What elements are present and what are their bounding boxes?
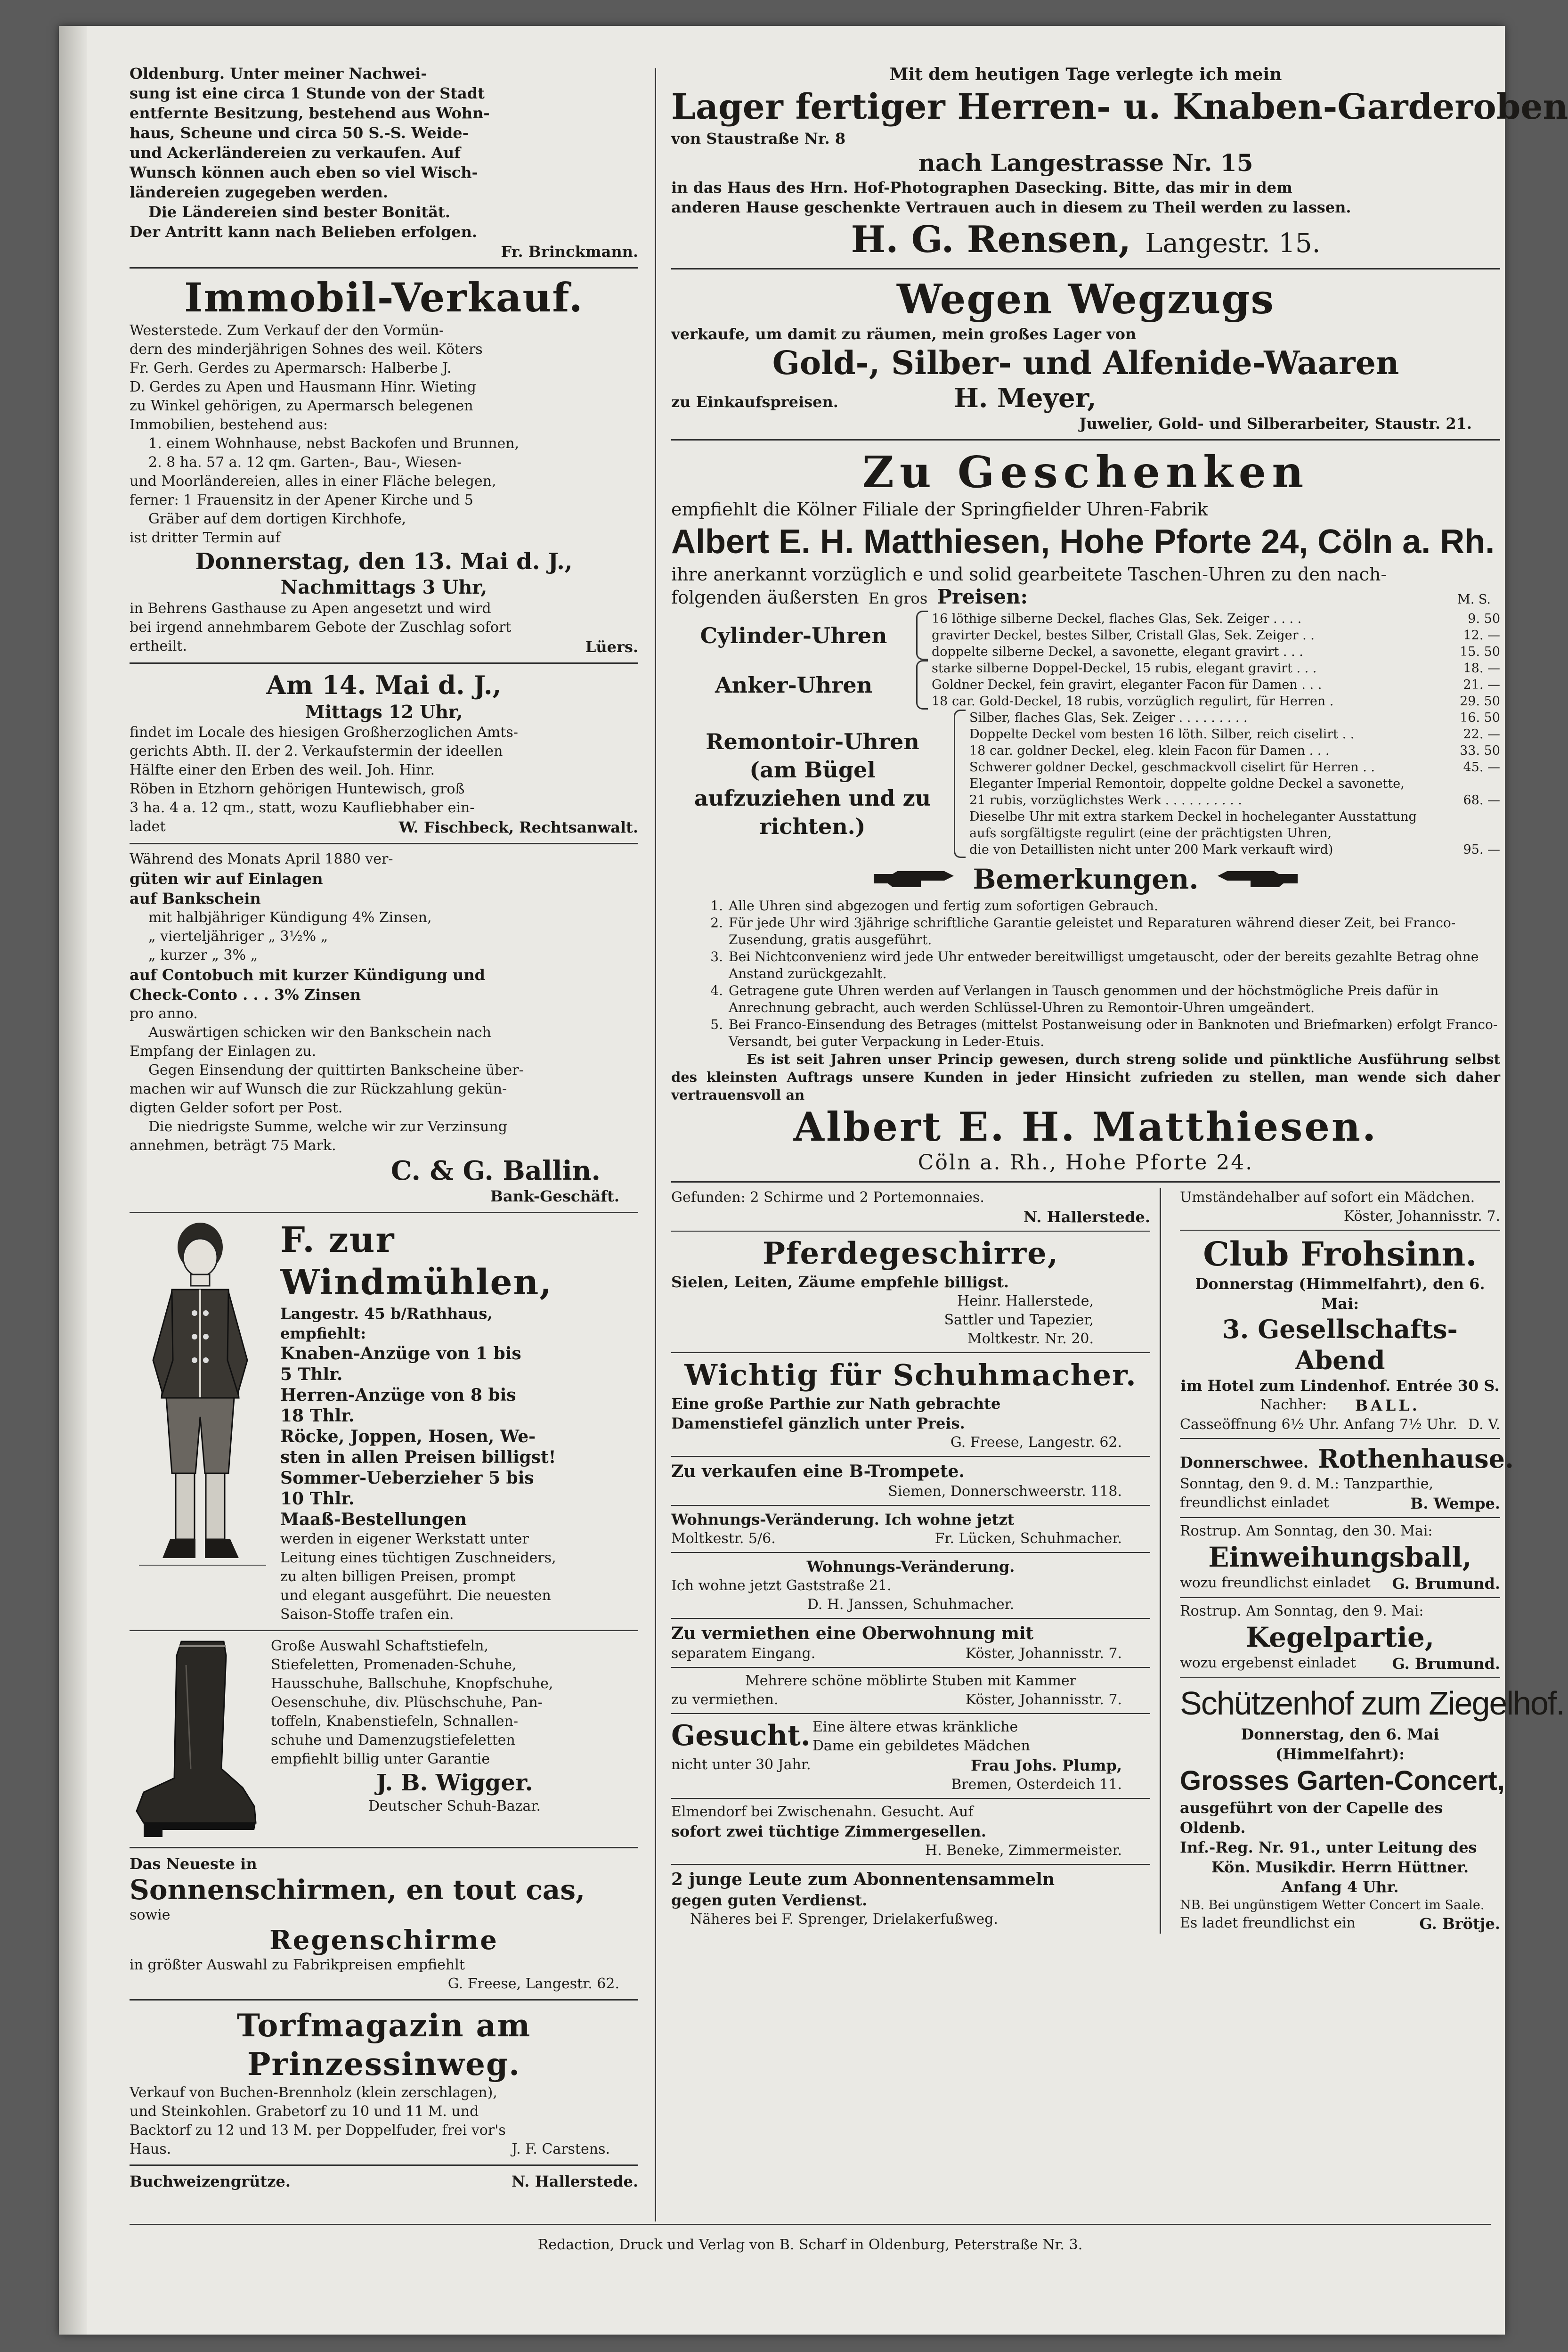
watch-item: Schwerer goldner Deckel, geschmackvoll ciselirt für Herren . . 45. — <box>969 760 1500 775</box>
ad-signature: D. H. Janssen, Schuhmacher. <box>807 1596 1015 1613</box>
ad-date: Donnerstag, den 13. Mai d. J., <box>195 548 573 575</box>
divider <box>1180 1438 1500 1439</box>
ad-line: und elegant ausgeführt. Die neuesten <box>280 1587 551 1604</box>
left-column <box>130 64 638 2207</box>
watch-group-remontoir <box>671 710 1500 858</box>
ad-line: Saison-Stoffe trafen ein. <box>280 1606 454 1623</box>
ad-line: Mehrere schöne möblirte Stuben mit Kammer <box>745 1673 1076 1689</box>
ad-line: Gräber auf dem dortigen Kirchhofe, <box>148 511 406 527</box>
ad-immobil-verkauf <box>130 274 638 657</box>
ad-line: Eine große Parthie zur Nath gebrachte <box>671 1395 1001 1413</box>
ad-line: Wohnungs-Veränderung. Ich wohne jetzt <box>671 1511 1015 1528</box>
ad-line: Check-Conto . . . 3% Zinsen <box>130 986 361 1004</box>
ad-signature: G. Freese, Langestr. 62. <box>950 1434 1122 1451</box>
ad-line: 5 Thlr. <box>280 1364 343 1384</box>
ad-oberwohnung <box>671 1623 1150 1663</box>
ad-line: auf Contobuch mit kurzer Kündigung und <box>130 966 485 984</box>
ad-sonnenschirme <box>130 1854 638 1993</box>
watch-item: doppelte silberne Deckel, a savonette, elegant gravirt . . . 15. 50 <box>932 645 1500 659</box>
ad-line: Nachher: <box>1260 1396 1327 1413</box>
ad-line: Empfang der Einlagen zu. <box>130 1043 317 1060</box>
ad-line: freundlichst einladet <box>1180 1494 1329 1511</box>
divider <box>671 1667 1150 1668</box>
watch-category: Remontoir-Uhren (am Bügel aufzuziehen und zu richten.) <box>694 728 931 839</box>
ad-line: Zu verkaufen eine B-Trompete. <box>671 1462 965 1481</box>
ad-line: NB. Bei ungünstigem Wetter Concert im Saale. <box>1180 1898 1485 1912</box>
watch-item: 16 löthige silberne Deckel, flaches Glas, Sek. Zeiger . . . . 9. 50 <box>932 612 1500 626</box>
ad-line: und Ackerländereien zu verkaufen. Auf <box>130 144 461 162</box>
ad-line: D. Gerdes zu Apen und Hausmann Hinr. Wieting <box>130 379 476 395</box>
ad-line: im Hotel zum Lindenhof. Entrée 30 S. <box>1180 1377 1500 1395</box>
ad-line: Oesenschuhe, div. Plüschschuhe, Pan- <box>271 1694 543 1711</box>
ad-line: Donnerstag (Himmelfahrt), den 6. Mai: <box>1195 1275 1485 1313</box>
footer-rule <box>130 2224 1491 2225</box>
ad-property-sale <box>130 64 638 261</box>
ad-line: digten Gelder sofort per Post. <box>130 1100 343 1116</box>
ad-line: mit halbjähriger Kündigung 4% Zinsen, <box>148 909 432 926</box>
ad-signature: Köster, Johannisstr. 7. <box>965 1645 1122 1662</box>
ad-line: güten wir auf Einlagen <box>130 870 323 888</box>
ad-rensen <box>671 64 1568 262</box>
ad-line: Umständehalber auf sofort ein Mädchen. <box>1180 1189 1475 1206</box>
ad-heading: Gold-, Silber- und Alfenide-Waaren <box>772 344 1399 382</box>
divider <box>671 1864 1150 1865</box>
ad-line: Rostrup. Am Sonntag, den 9. Mai: <box>1180 1603 1424 1619</box>
ad-line: empfiehlt billig unter Garantie <box>271 1751 490 1767</box>
newspaper-page <box>59 26 1568 2335</box>
ad-line: toffeln, Knabenstiefeln, Schnallen- <box>271 1713 518 1730</box>
divider <box>671 1181 1500 1183</box>
ad-line: Haus. <box>130 2141 171 2157</box>
ad-line: ausgeführt von der Capelle des Oldenb. <box>1180 1799 1443 1837</box>
ad-heading: Gesucht. <box>671 1719 811 1752</box>
ad-line: ladet <box>130 818 166 835</box>
ad-line: und Steinkohlen. Grabetorf zu 10 und 11 M. und <box>130 2103 479 2120</box>
ad-stuben <box>671 1672 1150 1709</box>
ad-line: Rostrup. Am Sonntag, den 30. Mai: <box>1180 1523 1433 1539</box>
divider <box>1180 1230 1500 1231</box>
ad-signature: H. Beneke, Zimmermeister. <box>925 1842 1122 1859</box>
ad-line: ihre anerkannt vorzüglich e und solid gearbeitete Taschen-Uhren zu den nach- <box>671 564 1387 585</box>
ad-firm-sub: Juwelier, Gold- und Silberarbeiter, Staustr. 21. <box>1079 415 1472 433</box>
ad-line: Die niedrigste Summe, welche wir zur Verzinsung <box>148 1119 507 1135</box>
divider <box>130 1999 638 2001</box>
ad-line: Westerstede. Zum Verkauf der den Vormün- <box>130 322 444 339</box>
ad-line: BALL. <box>1355 1396 1420 1414</box>
ad-line: Leitung eines tüchtigen Zuschneiders, <box>280 1550 556 1566</box>
divider <box>671 1552 1150 1553</box>
watch-category: Cylinder-Uhren <box>700 622 887 648</box>
divider <box>671 1505 1150 1506</box>
ad-signature: Köster, Johannisstr. 7. <box>1343 1208 1500 1225</box>
divider <box>1180 1517 1500 1518</box>
ad-gefunden <box>671 1188 1150 1227</box>
ad-line: Donnerschwee. <box>1180 1454 1309 1471</box>
ad-line: Wunsch können auch eben so viel Wisch- <box>130 163 478 181</box>
ad-line: Stiefeletten, Promenaden-Schuhe, <box>271 1657 517 1673</box>
ad-signature: W. Fischbeck, Rechtsanwalt. <box>398 818 638 836</box>
ad-kegelpartie <box>1180 1602 1500 1674</box>
ad-line: Damenstiefel gänzlich unter Preis. <box>671 1414 965 1432</box>
ad-signature: G. Freese, Langestr. 62. <box>447 1976 619 1992</box>
ad-signature: N. Hallerstede. <box>1024 1208 1151 1226</box>
ad-line: zu Winkel gehörigen, zu Apermarsch belegenen <box>130 398 473 414</box>
ad-line: empfiehlt die Kölner Filiale der Springfielder Uhren-Fabrik <box>671 499 1208 520</box>
ad-line: Es ist seit Jahren unser Princip gewesen, durch streng solide und pünktliche Ausführung selbst des kleinsten Auftrags unsere Kunden in jeder Hinsicht zufrieden zu stellen, man wende sich daher vertrauensvoll an <box>671 1051 1500 1103</box>
divider <box>130 267 638 269</box>
ad-line: Gefunden: 2 Schirme und 2 Portemonnaies. <box>671 1189 984 1206</box>
ad-signature: Frau Johs. Plump, <box>970 1756 1122 1774</box>
ad-elmendorf <box>671 1803 1150 1860</box>
watch-item: Doppelte Deckel vom besten 16 löth. Silber, reich ciselirt . . 22. — <box>969 727 1500 742</box>
ad-line: in Behrens Gasthause zu Apen angesetzt und wird <box>130 600 491 617</box>
ad-line: nicht unter 30 Jahr. <box>671 1756 811 1773</box>
small-ads-area <box>671 1188 1564 1934</box>
ad-signature: Sattler und Tapezier, <box>944 1312 1094 1328</box>
ad-schuhmacher <box>671 1357 1150 1452</box>
ad-line: Das Neueste in <box>130 1855 257 1873</box>
divider <box>130 1630 638 1631</box>
ad-line: 2 junge Leute zum Abonnentensammeln <box>671 1870 1055 1889</box>
ad-signature: N. Hallerstede. <box>511 2172 638 2190</box>
currency-header: M. S. <box>1457 592 1491 607</box>
watch-item: starke silberne Doppel-Deckel, 15 rubis, elegant gravirt . . . 18. — <box>932 661 1500 676</box>
divider <box>130 1847 638 1848</box>
ad-trompete <box>671 1461 1150 1501</box>
ad-signature: Moltkestr. Nr. 20. <box>967 1331 1094 1347</box>
ad-line: Ich wohne jetzt Gaststraße 21. <box>671 1577 892 1594</box>
ad-line: in größter Auswahl zu Fabrikpreisen empfiehlt <box>130 1957 465 1973</box>
ad-wohnung-luecken <box>671 1510 1150 1548</box>
divider <box>671 1618 1150 1619</box>
ad-line: Der Antritt kann nach Belieben erfolgen. <box>130 223 478 241</box>
ad-line: Preisen: <box>937 585 1028 608</box>
ad-line: Buchweizengrütze. <box>130 2172 291 2190</box>
page-footer: Redaction, Druck und Verlag von B. Scharf in Oldenburg, Peterstraße Nr. 3. <box>537 2237 1083 2253</box>
ad-line: 10 Thlr. <box>280 1489 355 1509</box>
divider <box>130 1212 638 1213</box>
divider <box>1180 1677 1500 1678</box>
ad-line: dern des minderjährigen Sohnes des weil. Köters <box>130 341 483 358</box>
ad-abonnenten <box>671 1869 1150 1929</box>
ad-line: „ vierteljähriger „ 3½% „ <box>148 928 328 945</box>
watch-item: 21 rubis, vorzüglichstes Werk . . . . . . . . . . 68. — <box>969 793 1500 808</box>
ad-line: Röcke, Joppen, Hosen, We- <box>280 1427 536 1446</box>
right-column <box>671 64 1568 2207</box>
ad-heading: 3. Gesellschafts-Abend <box>1222 1314 1458 1375</box>
ad-line: pro anno. <box>130 1005 198 1022</box>
ad-line: Moltkestr. 5/6. <box>671 1530 776 1547</box>
ad-line: und Moorländereien, alles in einer Fläche belegen, <box>130 473 496 490</box>
watch-group-anker <box>671 660 1500 710</box>
ad-signature: J. F. Carstens. <box>512 2141 610 2157</box>
ad-line: Oldenburg. Unter meiner Nachwei- <box>130 65 427 82</box>
divider <box>671 1456 1150 1457</box>
divider <box>671 1713 1150 1714</box>
ad-firm: Albert E. H. Matthiesen, Hohe Pforte 24, Cöln a. Rh. <box>671 523 1495 561</box>
ad-line: Zu vermiethen eine Oberwohnung mit <box>671 1624 1034 1643</box>
ad-line: 3 ha. 4 a. 12 qm., statt, wozu Kaufliebhaber ein- <box>130 800 475 816</box>
ad-line: verkaufe, um damit zu räumen, mein großes Lager von <box>671 325 1137 343</box>
ad-heading: Regenschirme <box>269 1925 498 1956</box>
ad-time: Nachmittags 3 Uhr, <box>280 576 487 598</box>
ad-line: Hälfte einer den Erben des weil. Joh. Hinr. <box>130 762 435 778</box>
ad-signature: Bremen, Osterdeich 11. <box>951 1776 1122 1793</box>
ad-line: Näheres bei F. Sprenger, Drielakerfußweg. <box>690 1911 998 1927</box>
ad-line: 1. einem Wohnhause, nebst Backofen und Brunnen, <box>148 435 520 452</box>
ad-line: Elmendorf bei Zwischenahn. Gesucht. Auf <box>671 1804 974 1820</box>
ad-line: zu vermiethen. <box>671 1691 779 1708</box>
ad-bank-ballin <box>130 850 638 1206</box>
ad-heading: Pferdegeschirre, <box>762 1236 1059 1271</box>
ad-heading: Wichtig für Schuhmacher. <box>684 1358 1137 1392</box>
watch-item: 18 car. goldner Deckel, eleg. klein Facon für Damen . . . 33. 50 <box>969 743 1500 758</box>
ad-signature: Köster, Johannisstr. 7. <box>965 1691 1122 1708</box>
ad-signature: Heinr. Hallerstede, <box>957 1293 1094 1309</box>
ad-line: Große Auswahl Schaftstiefeln, <box>271 1638 488 1654</box>
ad-line: schuhe und Damenzugstiefeletten <box>271 1732 515 1748</box>
ad-heading: Wegen Wegzugs <box>897 276 1275 323</box>
ad-line: ertheilt. <box>130 638 187 654</box>
ad-line: gerichts Abth. II. der 2. Verkaufstermin der ideellen <box>130 743 503 760</box>
divider <box>1180 1597 1500 1598</box>
ad-line: Es ladet freundlichst ein <box>1180 1915 1356 1931</box>
watch-item: die von Detaillisten nicht unter 200 Mark verkauft wird) 95. — <box>969 842 1500 857</box>
ad-signature: G. Brötje. <box>1419 1915 1500 1933</box>
ad-signature: Fr. Brinckmann. <box>501 243 638 261</box>
ad-line: Casseöffnung 6½ Uhr. Anfang 7½ Uhr. <box>1180 1416 1457 1433</box>
ad-line: Kön. Musikdir. Herrn Hüttner. <box>1211 1858 1469 1876</box>
ad-line: gegen guten Verdienst. <box>671 1891 868 1909</box>
ad-line: Röben in Etzhorn gehörigen Huntewisch, groß <box>130 781 465 797</box>
ad-club-frohsinn <box>1180 1234 1500 1434</box>
ad-line: Backtorf zu 12 und 13 M. per Doppelfuder, frei vor's <box>130 2122 506 2139</box>
ad-line: empfiehlt: <box>280 1324 366 1342</box>
ad-line: Hausschuhe, Ballschuhe, Knopfschuhe, <box>271 1675 553 1692</box>
watch-item: Silber, flaches Glas, Sek. Zeiger . . . . . . . . . 16. 50 <box>969 710 1500 725</box>
ad-firm-sub: Deutscher Schuh-Bazar. <box>368 1798 541 1814</box>
ad-line: Während des Monats April 1880 ver- <box>130 851 393 867</box>
divider <box>130 843 638 844</box>
ad-line: sung ist eine circa 1 Stunde von der Stadt <box>130 84 485 102</box>
ad-time: Mittags 12 Uhr, <box>305 701 463 722</box>
ad-heading: Kegelpartie, <box>1245 1621 1435 1653</box>
ad-line: Immobilien, bestehend aus: <box>130 416 328 433</box>
ad-line: Gegen Einsendung der quittirten Bankscheine über- <box>148 1062 524 1078</box>
ad-line: auf Bankschein <box>130 890 261 907</box>
divider <box>130 2164 638 2166</box>
ad-signature: B. Wempe. <box>1410 1494 1500 1512</box>
ad-einweihungsball <box>1180 1522 1500 1593</box>
ad-line: Dame ein gebildetes Mädchen <box>812 1738 1030 1754</box>
watch-item: Goldner Deckel, fein gravirt, eleganter Facon für Damen . . . 21. — <box>932 678 1500 692</box>
divider <box>671 1352 1150 1353</box>
pointing-hand-right-icon <box>874 867 959 891</box>
ad-line: machen wir auf Wunsch die zur Rückzahlung gekün- <box>130 1081 507 1097</box>
ad-line: Sommer-Ueberzieher 5 bis <box>280 1468 534 1488</box>
ad-signature: D. V. <box>1468 1416 1500 1433</box>
divider <box>671 1798 1150 1799</box>
ad-schuh-bazar <box>130 1637 638 1841</box>
ad-firm-sub: Bank-Geschäft. <box>490 1187 619 1205</box>
ad-heading: F. zur Windmühlen, <box>280 1220 553 1303</box>
ad-heading: Rothenhause. <box>1318 1444 1514 1474</box>
column-divider <box>655 68 656 2221</box>
ad-heading: Lager fertiger Herren- u. Knaben-Garderoben <box>671 87 1568 127</box>
ad-heading: Einweihungsball, <box>1208 1541 1472 1573</box>
ad-line: ferner: 1 Frauensitz in der Apener Kirche und 5 <box>130 492 473 508</box>
ad-heading: Am 14. Mai d. J., <box>266 670 502 700</box>
ad-line: sowie <box>130 1907 171 1923</box>
ad-line: Verkauf von Buchen-Brennholz (klein zerschlagen), <box>130 2084 497 2101</box>
page-binding-edge <box>59 26 87 2335</box>
ad-maedchen <box>1180 1188 1500 1226</box>
ad-line: Die Ländereien sind bester Bonität. <box>148 203 450 221</box>
ad-line: Langestr. 45 b/Rathhaus, <box>280 1305 493 1323</box>
divider <box>130 662 638 664</box>
ad-line: von Staustraße Nr. 8 <box>671 130 846 147</box>
ad-line: anderen Hause geschenkte Vertrauen auch in diesem zu Theil werden zu lassen. <box>671 198 1351 216</box>
ad-line: Fr. Gerh. Gerdes zu Apermarsch: Halberbe J. <box>130 360 452 376</box>
ad-line: Herren-Anzüge von 8 bis <box>280 1385 516 1405</box>
ad-line: Anfang 4 Uhr. <box>1281 1878 1399 1896</box>
watch-group-cylinder <box>671 611 1500 660</box>
ad-line: zu Einkaufspreisen. <box>671 393 838 411</box>
ad-line: bei irgend annehmbarem Gebote der Zuschlag sofort <box>130 619 512 636</box>
ad-line: Inf.-Reg. Nr. 91., unter Leitung des <box>1180 1838 1477 1856</box>
watch-item: aufs sorgfältigste regulirt (eine der prächtigsten Uhren, <box>969 826 1332 841</box>
ad-heading: Torfmagazin am Prinzessinweg. <box>236 2007 531 2082</box>
ad-wohnung-janssen <box>671 1557 1150 1614</box>
ad-heading: Zu Geschenken <box>862 447 1309 498</box>
ad-line: nach Langestrasse Nr. 15 <box>918 149 1253 177</box>
ad-line: Donnerstag, den 6. Mai (Himmelfahrt): <box>1241 1725 1439 1763</box>
ad-line: entfernte Besitzung, bestehend aus Wohn- <box>130 104 490 122</box>
ad-line: Auswärtigen schicken wir den Bankschein nach <box>148 1024 491 1041</box>
ad-signature: G. Brumund. <box>1392 1575 1500 1592</box>
ad-firm: C. & G. Ballin. <box>390 1155 601 1186</box>
remarks-heading: Bemerkungen. <box>973 863 1199 895</box>
ad-signature: Fr. Lücken, Schuhmacher. <box>934 1530 1122 1547</box>
ad-buchweizen <box>130 2172 638 2191</box>
ad-schuetzenhof <box>1180 1682 1564 1934</box>
ad-line: wozu ergebenst einladet <box>1180 1655 1356 1671</box>
ad-line: in das Haus des Hrn. Hof-Photographen Dasecking. Bitte, das mir in dem <box>671 179 1292 196</box>
remark-item: 4. Getragene gute Uhren werden auf Verlangen in Tausch genommen und der höchstmögliche Preis dafür in Anrechnung gebracht, auch werden Schlüssel-Uhren zu Remontoir-Uhren umgeändert. <box>710 983 1439 1015</box>
watch-item: Eleganter Imperial Remontoir, doppelte goldne Deckel a savonette, <box>969 776 1405 791</box>
watch-item: 18 car. Gold-Deckel, 18 rubis, vorzüglich regulirt, für Herren . 29. 50 <box>932 694 1500 709</box>
ad-line: sofort zwei tüchtige Zimmergesellen. <box>671 1822 986 1840</box>
boy-illustration <box>130 1219 271 1624</box>
ad-engros: En gros <box>868 589 928 607</box>
ad-meyer <box>671 275 1500 433</box>
ad-firm: H. G. Rensen, <box>851 218 1131 261</box>
watch-item: gravirter Deckel, bestes Silber, Cristall Glas, Sek. Zeiger . . 12. — <box>932 628 1500 643</box>
ad-line: Mit dem heutigen Tage verlegte ich mein <box>889 65 1282 84</box>
ad-signature: Siemen, Donnerschweerstr. 118. <box>888 1483 1122 1500</box>
watch-category: Anker-Uhren <box>715 672 873 698</box>
ad-firm-address: Langestr. 15. <box>1145 228 1321 259</box>
divider <box>671 268 1500 270</box>
ad-line: Eine ältere etwas kränkliche <box>812 1719 1018 1735</box>
ad-line: Sonntag, den 9. d. M.: Tanzparthie, <box>1180 1476 1434 1492</box>
divider <box>671 1231 1150 1232</box>
ad-line: ist dritter Termin auf <box>130 530 281 546</box>
remark-item: 2. Für jede Uhr wird 3jährige schriftliche Garantie geleistet und Reparaturen während dieser Zeit, bei Franco-Zusendung, gratis ausgeführt. <box>710 915 1456 947</box>
small-ads-left <box>671 1188 1150 1934</box>
ad-line: wozu freundlichst einladet <box>1180 1575 1371 1591</box>
ad-signature: G. Brumund. <box>1392 1655 1500 1673</box>
ad-heading: Schützenhof zum Ziegelhof. <box>1180 1685 1564 1722</box>
ad-signature: Lüers. <box>585 638 638 656</box>
ad-line: separatem Eingang. <box>671 1645 816 1662</box>
ad-line: 18 Thlr. <box>280 1406 355 1426</box>
ad-line: ländereien zugegeben werden. <box>130 183 388 201</box>
ad-heading: Immobil-Verkauf. <box>184 274 584 321</box>
ad-address: Cöln a. Rh., Hohe Pforte 24. <box>918 1151 1254 1175</box>
ad-line: annehmen, beträgt 75 Mark. <box>130 1137 336 1154</box>
small-ads-right <box>1180 1188 1564 1934</box>
ad-line: sten in allen Preisen billigst! <box>280 1447 556 1467</box>
ad-rothenhause <box>1180 1443 1514 1513</box>
ad-land-auction <box>130 670 638 837</box>
ad-firm: H. Meyer, <box>954 383 1097 414</box>
ad-pferdegeschirre <box>671 1235 1150 1348</box>
ad-line: Knaben-Anzüge von 1 bis <box>280 1344 521 1364</box>
ad-line: Maaß-Bestellungen <box>280 1510 467 1529</box>
sub-column-divider <box>1160 1188 1161 1934</box>
ad-line: zu alten billigen Preisen, prompt <box>280 1568 515 1585</box>
watch-item: Dieselbe Uhr mit extra starkem Deckel in hocheleganter Ausstattung <box>969 809 1417 824</box>
ad-firm: J. B. Wigger. <box>376 1770 533 1796</box>
ad-line: Wohnungs-Veränderung. <box>806 1558 1015 1576</box>
ad-heading: Club Frohsinn. <box>1203 1234 1477 1274</box>
pointing-hand-left-icon <box>1213 867 1298 891</box>
ad-line: „ kurzer „ 3% „ <box>148 947 258 964</box>
ad-torfmagazin <box>130 2006 638 2159</box>
ad-gesucht <box>671 1718 1150 1756</box>
divider <box>671 439 1500 441</box>
remark-item: 5. Bei Franco-Einsendung des Betrages (mittelst Postanweisung oder in Banknoten und Briefmarken) erfolgt Franco-Versandt, bei guter Verpackung in Leder-Etuis. <box>710 1017 1498 1049</box>
ad-matthiesen <box>671 446 1500 1176</box>
remark-item: 1. Alle Uhren sind abgezogen und fertig zum sofortigen Gebrauch. <box>710 898 1158 914</box>
ad-windmuehlen <box>130 1219 638 1624</box>
ad-line: werden in eigener Werkstatt unter <box>280 1531 529 1547</box>
ad-line: 2. 8 ha. 57 a. 12 qm. Garten-, Bau-, Wiesen- <box>148 454 462 471</box>
boot-illustration <box>130 1637 261 1841</box>
ad-heading: Grosses Garten-Concert, <box>1180 1765 1505 1796</box>
ad-line: haus, Scheune und circa 50 S.-S. Weide- <box>130 124 469 142</box>
ad-line: findet im Locale des hiesigen Großherzoglichen Amts- <box>130 724 518 741</box>
ad-line: Sielen, Leiten, Zäume empfehle billigst. <box>671 1273 1009 1291</box>
remark-item: 3. Bei Nichtconvenienz wird jede Uhr entweder bereitwilligst umgetauscht, oder der bereits gezahlte Betrag ohne Anstand zurückgezahlt. <box>710 949 1479 981</box>
ad-line: folgenden äußersten <box>671 587 859 608</box>
ad-firm: Albert E. H. Matthiesen. <box>793 1103 1378 1150</box>
ad-heading: Sonnenschirmen, en tout cas, <box>130 1874 585 1906</box>
